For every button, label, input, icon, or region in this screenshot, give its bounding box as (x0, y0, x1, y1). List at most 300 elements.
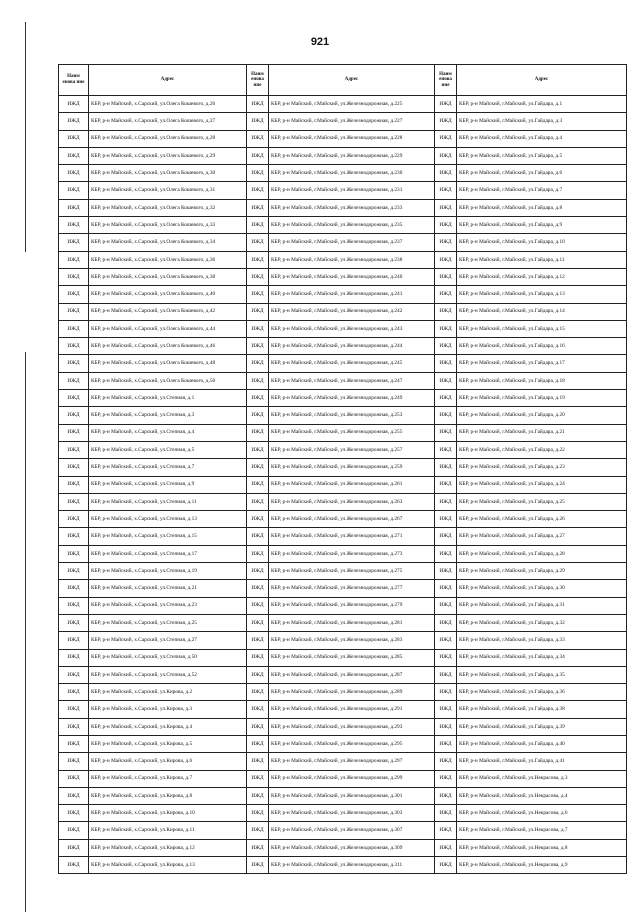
table-row (59, 96, 627, 113)
address-col-3: КБР, р-н Майский, г.Майский, ул.Гайдара, д.9 (457, 217, 627, 234)
kind-col-3: ИЖД (435, 511, 457, 528)
address-col-1: КБР, р-н Майский, х.Сарский, ул.Олега Кошевого, д.26 (89, 96, 247, 113)
address-col-2: КБР, р-н Майский, г.Майский, ул.Железнодорожная, д.241 (269, 286, 435, 303)
address-col-1: КБР, р-н Майский, х.Сарский, ул.Кирова, д.13 (89, 857, 247, 874)
address-col-1: КБР, р-н Майский, х.Сарский, ул.Олега Кошевого, д.48 (89, 355, 247, 372)
kind-col-3: ИЖД (435, 130, 457, 147)
kind-col-3: ИЖД (435, 614, 457, 631)
address-col-3: КБР, р-н Майский, г.Майский, ул.Некрасова, д.4 (457, 787, 627, 804)
kind-col-2: ИЖД (247, 251, 269, 268)
kind-col-1: ИЖД (59, 96, 89, 113)
address-col-3: КБР, р-н Майский, г.Майский, ул.Гайдара, д.7 (457, 182, 627, 199)
kind-col-2: ИЖД (247, 857, 269, 874)
kind-col-2: ИЖД (247, 735, 269, 752)
address-col-1: КБР, р-н Майский, х.Сарский, ул.Олега Кошевого, д.31 (89, 182, 247, 199)
kind-col-1: ИЖД (59, 338, 89, 355)
table-row (59, 735, 627, 752)
kind-col-1: ИЖД (59, 545, 89, 562)
kind-col-2: ИЖД (247, 701, 269, 718)
kind-col-1: ИЖД (59, 528, 89, 545)
table-row (59, 459, 627, 476)
address-col-1: КБР, р-н Майский, х.Сарский, ул.Степная, д.52 (89, 666, 247, 683)
kind-col-2: ИЖД (247, 580, 269, 597)
kind-col-2: ИЖД (247, 563, 269, 580)
address-col-3: КБР, р-н Майский, г.Майский, ул.Гайдара, д.22 (457, 441, 627, 458)
address-col-3: КБР, р-н Майский, г.Майский, ул.Гайдара, д.18 (457, 372, 627, 389)
kind-col-3: ИЖД (435, 234, 457, 251)
kind-col-1: ИЖД (59, 234, 89, 251)
address-col-2: КБР, р-н Майский, г.Майский, ул.Железнодорожная, д.279 (269, 597, 435, 614)
kind-col-1: ИЖД (59, 614, 89, 631)
address-col-2: КБР, р-н Майский, г.Майский, ул.Железнодорожная, д.233 (269, 199, 435, 216)
address-col-2: КБР, р-н Майский, г.Майский, ул.Железнодорожная, д.242 (269, 303, 435, 320)
kind-col-1: ИЖД (59, 182, 89, 199)
table-row (59, 441, 627, 458)
kind-col-2: ИЖД (247, 787, 269, 804)
address-col-1: КБР, р-н Майский, х.Сарский, ул.Кирова, д.12 (89, 839, 247, 856)
kind-col-1: ИЖД (59, 493, 89, 510)
page-number: 921 (310, 36, 330, 48)
address-table (58, 64, 627, 874)
table-row (59, 286, 627, 303)
kind-col-2: ИЖД (247, 355, 269, 372)
kind-col-1: ИЖД (59, 130, 89, 147)
address-col-1: КБР, р-н Майский, х.Сарский, ул.Олега Кошевого, д.34 (89, 234, 247, 251)
address-col-3: КБР, р-н Майский, г.Майский, ул.Гайдара, д.28 (457, 545, 627, 562)
address-col-3: КБР, р-н Майский, г.Майский, ул.Гайдара, д.23 (457, 459, 627, 476)
address-col-3: КБР, р-н Майский, г.Майский, ул.Гайдара, д.29 (457, 563, 627, 580)
kind-col-2: ИЖД (247, 822, 269, 839)
address-col-1: КБР, р-н Майский, х.Сарский, ул.Степная, д.11 (89, 493, 247, 510)
address-col-2: КБР, р-н Майский, г.Майский, ул.Железнодорожная, д.287 (269, 666, 435, 683)
kind-col-1: ИЖД (59, 147, 89, 164)
address-col-3: КБР, р-н Майский, г.Майский, ул.Гайдара, д.39 (457, 718, 627, 735)
kind-col-1: ИЖД (59, 372, 89, 389)
address-col-3: КБР, р-н Майский, г.Майский, ул.Гайдара, д.36 (457, 684, 627, 701)
address-col-2: КБР, р-н Майский, г.Майский, ул.Железнодорожная, д.295 (269, 735, 435, 752)
header-kind-2: Наим енова ние (247, 65, 269, 96)
address-col-3: КБР, р-н Майский, г.Майский, ул.Гайдара, д.25 (457, 493, 627, 510)
kind-col-3: ИЖД (435, 268, 457, 285)
address-col-1: КБР, р-н Майский, х.Сарский, ул.Кирова, д.5 (89, 735, 247, 752)
address-col-1: КБР, р-н Майский, х.Сарский, ул.Кирова, д.10 (89, 805, 247, 822)
address-col-1: КБР, р-н Майский, х.Сарский, ул.Олега Кошевого, д.42 (89, 303, 247, 320)
table-row (59, 597, 627, 614)
address-col-1: КБР, р-н Майский, х.Сарский, ул.Степная, д.1 (89, 390, 247, 407)
header-kind-3: Наим енова ние (435, 65, 457, 96)
address-col-3: КБР, р-н Майский, г.Майский, ул.Гайдара, д.5 (457, 147, 627, 164)
kind-col-1: ИЖД (59, 441, 89, 458)
address-col-2: КБР, р-н Майский, г.Майский, ул.Железнодорожная, д.311 (269, 857, 435, 874)
kind-col-1: ИЖД (59, 355, 89, 372)
kind-col-2: ИЖД (247, 338, 269, 355)
kind-col-2: ИЖД (247, 839, 269, 856)
address-col-2: КБР, р-н Майский, г.Майский, ул.Железнодорожная, д.245 (269, 355, 435, 372)
address-col-2: КБР, р-н Майский, г.Майский, ул.Железнодорожная, д.283 (269, 632, 435, 649)
kind-col-3: ИЖД (435, 718, 457, 735)
table-row (59, 130, 627, 147)
kind-col-2: ИЖД (247, 217, 269, 234)
table-row (59, 113, 627, 130)
kind-col-1: ИЖД (59, 476, 89, 493)
table-row (59, 545, 627, 562)
address-col-1: КБР, р-н Майский, х.Сарский, ул.Степная, д.7 (89, 459, 247, 476)
kind-col-3: ИЖД (435, 407, 457, 424)
kind-col-2: ИЖД (247, 268, 269, 285)
address-col-3: КБР, р-н Майский, г.Майский, ул.Гайдара, д.19 (457, 390, 627, 407)
address-col-2: КБР, р-н Майский, г.Майский, ул.Железнодорожная, д.257 (269, 441, 435, 458)
address-col-2: КБР, р-н Майский, г.Майский, ул.Железнодорожная, д.229 (269, 147, 435, 164)
table-row (59, 563, 627, 580)
kind-col-2: ИЖД (247, 770, 269, 787)
kind-col-3: ИЖД (435, 857, 457, 874)
kind-col-3: ИЖД (435, 632, 457, 649)
table-row (59, 303, 627, 320)
kind-col-2: ИЖД (247, 805, 269, 822)
address-col-1: КБР, р-н Майский, х.Сарский, ул.Степная, д.50 (89, 649, 247, 666)
kind-col-1: ИЖД (59, 597, 89, 614)
kind-col-2: ИЖД (247, 528, 269, 545)
table-row (59, 476, 627, 493)
address-col-3: КБР, р-н Майский, г.Майский, ул.Некрасова, д.6 (457, 805, 627, 822)
address-col-3: КБР, р-н Майский, г.Майский, ул.Гайдара, д.31 (457, 597, 627, 614)
address-col-2: КБР, р-н Майский, г.Майский, ул.Железнодорожная, д.235 (269, 217, 435, 234)
kind-col-3: ИЖД (435, 701, 457, 718)
table-body (59, 96, 627, 874)
kind-col-3: ИЖД (435, 545, 457, 562)
address-col-3: КБР, р-н Майский, г.Майский, ул.Гайдара, д.32 (457, 614, 627, 631)
kind-col-2: ИЖД (247, 511, 269, 528)
kind-col-1: ИЖД (59, 459, 89, 476)
address-col-1: КБР, р-н Майский, х.Сарский, ул.Олега Кошевого, д.28 (89, 130, 247, 147)
kind-col-3: ИЖД (435, 666, 457, 683)
address-col-2: КБР, р-н Майский, г.Майский, ул.Железнодорожная, д.277 (269, 580, 435, 597)
address-col-1: КБР, р-н Майский, х.Сарский, ул.Олега Кошевого, д.40 (89, 286, 247, 303)
kind-col-1: ИЖД (59, 753, 89, 770)
table-row (59, 424, 627, 441)
address-col-2: КБР, р-н Майский, г.Майский, ул.Железнодорожная, д.255 (269, 424, 435, 441)
kind-col-1: ИЖД (59, 390, 89, 407)
kind-col-1: ИЖД (59, 701, 89, 718)
kind-col-1: ИЖД (59, 770, 89, 787)
address-col-1: КБР, р-н Майский, х.Сарский, ул.Кирова, д.2 (89, 684, 247, 701)
kind-col-2: ИЖД (247, 407, 269, 424)
address-col-1: КБР, р-н Майский, х.Сарский, ул.Олега Кошевого, д.27 (89, 113, 247, 130)
kind-col-2: ИЖД (247, 303, 269, 320)
kind-col-1: ИЖД (59, 424, 89, 441)
header-kind-1: Наим енова ние (59, 65, 89, 96)
header-address-2: Адрес (269, 65, 435, 96)
kind-col-1: ИЖД (59, 165, 89, 182)
table-row (59, 753, 627, 770)
table-row (59, 355, 627, 372)
address-col-3: КБР, р-н Майский, г.Майский, ул.Гайдара, д.20 (457, 407, 627, 424)
address-col-1: КБР, р-н Майский, х.Сарский, ул.Кирова, д.8 (89, 787, 247, 804)
address-col-1: КБР, р-н Майский, х.Сарский, ул.Олега Кошевого, д.50 (89, 372, 247, 389)
address-col-2: КБР, р-н Майский, г.Майский, ул.Железнодорожная, д.240 (269, 268, 435, 285)
table-row (59, 632, 627, 649)
address-col-1: КБР, р-н Майский, х.Сарский, ул.Степная, д.9 (89, 476, 247, 493)
address-col-1: КБР, р-н Майский, х.Сарский, ул.Кирова, д.6 (89, 753, 247, 770)
kind-col-3: ИЖД (435, 182, 457, 199)
address-col-1: КБР, р-н Майский, х.Сарский, ул.Степная, д.3 (89, 407, 247, 424)
kind-col-2: ИЖД (247, 234, 269, 251)
kind-col-3: ИЖД (435, 753, 457, 770)
kind-col-2: ИЖД (247, 390, 269, 407)
address-col-1: КБР, р-н Майский, х.Сарский, ул.Олега Кошевого, д.36 (89, 251, 247, 268)
table-row (59, 147, 627, 164)
address-col-3: КБР, р-н Майский, г.Майский, ул.Гайдара, д.1 (457, 96, 627, 113)
address-col-2: КБР, р-н Майский, г.Майский, ул.Железнодорожная, д.261 (269, 476, 435, 493)
kind-col-1: ИЖД (59, 113, 89, 130)
kind-col-1: ИЖД (59, 666, 89, 683)
table-row (59, 407, 627, 424)
address-col-2: КБР, р-н Майский, г.Майский, ул.Железнодорожная, д.247 (269, 372, 435, 389)
address-col-3: КБР, р-н Майский, г.Майский, ул.Гайдара, д.14 (457, 303, 627, 320)
address-col-2: КБР, р-н Майский, г.Майский, ул.Железнодорожная, д.225 (269, 96, 435, 113)
address-col-3: КБР, р-н Майский, г.Майский, ул.Гайдара, д.15 (457, 320, 627, 337)
address-col-3: КБР, р-н Майский, г.Майский, ул.Гайдара, д.8 (457, 199, 627, 216)
table-row (59, 165, 627, 182)
kind-col-3: ИЖД (435, 787, 457, 804)
kind-col-1: ИЖД (59, 320, 89, 337)
kind-col-1: ИЖД (59, 735, 89, 752)
address-col-2: КБР, р-н Майский, г.Майский, ул.Железнодорожная, д.263 (269, 493, 435, 510)
address-col-1: КБР, р-н Майский, х.Сарский, ул.Степная, д.23 (89, 597, 247, 614)
kind-col-3: ИЖД (435, 528, 457, 545)
address-col-3: КБР, р-н Майский, г.Майский, ул.Гайдара, д.21 (457, 424, 627, 441)
address-col-3: КБР, р-н Майский, г.Майский, ул.Гайдара, д.12 (457, 268, 627, 285)
address-col-2: КБР, р-н Майский, г.Майский, ул.Железнодорожная, д.299 (269, 770, 435, 787)
address-col-1: КБР, р-н Майский, х.Сарский, ул.Кирова, д.3 (89, 701, 247, 718)
address-col-1: КБР, р-н Майский, х.Сарский, ул.Кирова, д.11 (89, 822, 247, 839)
kind-col-1: ИЖД (59, 511, 89, 528)
address-col-1: КБР, р-н Майский, х.Сарский, ул.Степная, д.19 (89, 563, 247, 580)
kind-col-2: ИЖД (247, 182, 269, 199)
address-col-2: КБР, р-н Майский, г.Майский, ул.Железнодорожная, д.230 (269, 165, 435, 182)
kind-col-3: ИЖД (435, 493, 457, 510)
table-row (59, 580, 627, 597)
address-col-1: КБР, р-н Майский, х.Сарский, ул.Степная, д.13 (89, 511, 247, 528)
kind-col-2: ИЖД (247, 165, 269, 182)
address-col-1: КБР, р-н Майский, х.Сарский, ул.Степная, д.17 (89, 545, 247, 562)
kind-col-3: ИЖД (435, 459, 457, 476)
kind-col-3: ИЖД (435, 147, 457, 164)
kind-col-2: ИЖД (247, 684, 269, 701)
address-col-1: КБР, р-н Майский, х.Сарский, ул.Олега Кошевого, д.32 (89, 199, 247, 216)
kind-col-1: ИЖД (59, 805, 89, 822)
kind-col-1: ИЖД (59, 649, 89, 666)
table-row (59, 268, 627, 285)
kind-col-3: ИЖД (435, 563, 457, 580)
table-row (59, 787, 627, 804)
kind-col-3: ИЖД (435, 338, 457, 355)
address-col-3: КБР, р-н Майский, г.Майский, ул.Гайдара, д.10 (457, 234, 627, 251)
kind-col-3: ИЖД (435, 217, 457, 234)
scan-margin-line-top (25, 22, 26, 252)
table-row (59, 701, 627, 718)
table-row (59, 234, 627, 251)
kind-col-2: ИЖД (247, 113, 269, 130)
address-col-2: КБР, р-н Майский, г.Майский, ул.Железнодорожная, д.297 (269, 753, 435, 770)
address-col-2: КБР, р-н Майский, г.Майский, ул.Железнодорожная, д.289 (269, 684, 435, 701)
kind-col-3: ИЖД (435, 303, 457, 320)
kind-col-2: ИЖД (247, 147, 269, 164)
address-col-2: КБР, р-н Майский, г.Майский, ул.Железнодорожная, д.301 (269, 787, 435, 804)
address-col-2: КБР, р-н Майский, г.Майский, ул.Железнодорожная, д.227 (269, 113, 435, 130)
address-col-2: КБР, р-н Майский, г.Майский, ул.Железнодорожная, д.259 (269, 459, 435, 476)
address-col-1: КБР, р-н Майский, х.Сарский, ул.Степная, д.15 (89, 528, 247, 545)
address-col-3: КБР, р-н Майский, г.Майский, ул.Гайдара, д.27 (457, 528, 627, 545)
address-col-2: КБР, р-н Майский, г.Майский, ул.Железнодорожная, д.238 (269, 251, 435, 268)
kind-col-3: ИЖД (435, 805, 457, 822)
kind-col-1: ИЖД (59, 718, 89, 735)
table-row (59, 822, 627, 839)
address-col-2: КБР, р-н Майский, г.Майский, ул.Железнодорожная, д.243 (269, 320, 435, 337)
address-col-2: КБР, р-н Майский, г.Майский, ул.Железнодорожная, д.285 (269, 649, 435, 666)
table-row (59, 320, 627, 337)
address-col-3: КБР, р-н Майский, г.Майский, ул.Гайдара, д.6 (457, 165, 627, 182)
kind-col-1: ИЖД (59, 303, 89, 320)
kind-col-2: ИЖД (247, 320, 269, 337)
address-col-3: КБР, р-н Майский, г.Майский, ул.Гайдара, д.34 (457, 649, 627, 666)
kind-col-2: ИЖД (247, 718, 269, 735)
kind-col-1: ИЖД (59, 199, 89, 216)
table-row (59, 666, 627, 683)
scan-margin-line-bottom (25, 352, 26, 912)
address-col-3: КБР, р-н Майский, г.Майский, ул.Гайдара, д.35 (457, 666, 627, 683)
kind-col-3: ИЖД (435, 355, 457, 372)
kind-col-3: ИЖД (435, 597, 457, 614)
address-col-3: КБР, р-н Майский, г.Майский, ул.Некрасова, д.8 (457, 839, 627, 856)
kind-col-3: ИЖД (435, 839, 457, 856)
address-col-3: КБР, р-н Майский, г.Майский, ул.Гайдара, д.26 (457, 511, 627, 528)
kind-col-2: ИЖД (247, 666, 269, 683)
kind-col-2: ИЖД (247, 649, 269, 666)
kind-col-2: ИЖД (247, 753, 269, 770)
kind-col-2: ИЖД (247, 614, 269, 631)
kind-col-3: ИЖД (435, 822, 457, 839)
table-row (59, 649, 627, 666)
address-col-3: КБР, р-н Майский, г.Майский, ул.Гайдара, д.30 (457, 580, 627, 597)
address-col-3: КБР, р-н Майский, г.Майский, ул.Гайдара, д.40 (457, 735, 627, 752)
address-col-3: КБР, р-н Майский, г.Майский, ул.Гайдара, д.13 (457, 286, 627, 303)
kind-col-1: ИЖД (59, 251, 89, 268)
kind-col-3: ИЖД (435, 649, 457, 666)
kind-col-2: ИЖД (247, 632, 269, 649)
table-row (59, 493, 627, 510)
kind-col-3: ИЖД (435, 251, 457, 268)
address-col-2: КБР, р-н Майский, г.Майский, ул.Железнодорожная, д.293 (269, 718, 435, 735)
table-row (59, 251, 627, 268)
kind-col-1: ИЖД (59, 632, 89, 649)
kind-col-3: ИЖД (435, 424, 457, 441)
table-row (59, 718, 627, 735)
address-col-1: КБР, р-н Майский, х.Сарский, ул.Степная, д.4 (89, 424, 247, 441)
table-row (59, 511, 627, 528)
address-col-2: КБР, р-н Майский, г.Майский, ул.Железнодорожная, д.231 (269, 182, 435, 199)
header-address-1: Адрес (89, 65, 247, 96)
kind-col-3: ИЖД (435, 372, 457, 389)
kind-col-2: ИЖД (247, 476, 269, 493)
address-col-2: КБР, р-н Майский, г.Майский, ул.Железнодорожная, д.237 (269, 234, 435, 251)
address-col-3: КБР, р-н Майский, г.Майский, ул.Гайдара, д.11 (457, 251, 627, 268)
kind-col-3: ИЖД (435, 113, 457, 130)
address-col-1: КБР, р-н Майский, х.Сарский, ул.Олега Кошевого, д.38 (89, 268, 247, 285)
kind-col-2: ИЖД (247, 441, 269, 458)
table-row (59, 199, 627, 216)
table-row (59, 528, 627, 545)
kind-col-2: ИЖД (247, 493, 269, 510)
kind-col-1: ИЖД (59, 839, 89, 856)
kind-col-3: ИЖД (435, 441, 457, 458)
address-col-1: КБР, р-н Майский, х.Сарский, ул.Степная, д.21 (89, 580, 247, 597)
address-col-3: КБР, р-н Майский, г.Майский, ул.Некрасова, д.7 (457, 822, 627, 839)
table-row (59, 390, 627, 407)
address-col-3: КБР, р-н Майский, г.Майский, ул.Гайдара, д.33 (457, 632, 627, 649)
table-row (59, 770, 627, 787)
kind-col-1: ИЖД (59, 822, 89, 839)
kind-col-3: ИЖД (435, 320, 457, 337)
kind-col-2: ИЖД (247, 96, 269, 113)
table-row (59, 182, 627, 199)
kind-col-3: ИЖД (435, 96, 457, 113)
kind-col-1: ИЖД (59, 563, 89, 580)
address-col-1: КБР, р-н Майский, х.Сарский, ул.Олега Кошевого, д.44 (89, 320, 247, 337)
address-col-1: КБР, р-н Майский, х.Сарский, ул.Кирова, д.7 (89, 770, 247, 787)
address-col-2: КБР, р-н Майский, г.Майский, ул.Железнодорожная, д.271 (269, 528, 435, 545)
address-col-3: КБР, р-н Майский, г.Майский, ул.Гайдара, д.24 (457, 476, 627, 493)
kind-col-1: ИЖД (59, 407, 89, 424)
table-row (59, 684, 627, 701)
kind-col-2: ИЖД (247, 424, 269, 441)
address-col-2: КБР, р-н Майский, г.Майский, ул.Железнодорожная, д.291 (269, 701, 435, 718)
kind-col-2: ИЖД (247, 459, 269, 476)
address-col-2: КБР, р-н Майский, г.Майский, ул.Железнодорожная, д.303 (269, 805, 435, 822)
address-col-2: КБР, р-н Майский, г.Майский, ул.Железнодорожная, д.307 (269, 822, 435, 839)
kind-col-3: ИЖД (435, 286, 457, 303)
kind-col-3: ИЖД (435, 684, 457, 701)
kind-col-3: ИЖД (435, 199, 457, 216)
table-row (59, 338, 627, 355)
address-col-3: КБР, р-н Майский, г.Майский, ул.Гайдара, д.41 (457, 753, 627, 770)
header-address-3: Адрес (457, 65, 627, 96)
address-col-2: КБР, р-н Майский, г.Майский, ул.Железнодорожная, д.249 (269, 390, 435, 407)
address-col-2: КБР, р-н Майский, г.Майский, ул.Железнодорожная, д.275 (269, 563, 435, 580)
kind-col-1: ИЖД (59, 268, 89, 285)
table-row (59, 372, 627, 389)
table-row (59, 217, 627, 234)
address-col-1: КБР, р-н Майский, х.Сарский, ул.Олега Кошевого, д.33 (89, 217, 247, 234)
kind-col-3: ИЖД (435, 390, 457, 407)
kind-col-2: ИЖД (247, 286, 269, 303)
table-row (59, 805, 627, 822)
kind-col-1: ИЖД (59, 580, 89, 597)
address-col-3: КБР, р-н Майский, г.Майский, ул.Некрасова, д.9 (457, 857, 627, 874)
address-col-1: КБР, р-н Майский, х.Сарский, ул.Олега Кошевого, д.46 (89, 338, 247, 355)
address-col-1: КБР, р-н Майский, х.Сарский, ул.Степная, д.27 (89, 632, 247, 649)
address-col-2: КБР, р-н Майский, г.Майский, ул.Железнодорожная, д.253 (269, 407, 435, 424)
header-row (59, 65, 627, 96)
kind-col-1: ИЖД (59, 286, 89, 303)
address-col-1: КБР, р-н Майский, х.Сарский, ул.Степная, д.25 (89, 614, 247, 631)
kind-col-2: ИЖД (247, 130, 269, 147)
address-col-3: КБР, р-н Майский, г.Майский, ул.Гайдара, д.17 (457, 355, 627, 372)
kind-col-2: ИЖД (247, 372, 269, 389)
kind-col-3: ИЖД (435, 735, 457, 752)
address-col-3: КБР, р-н Майский, г.Майский, ул.Гайдара, д.38 (457, 701, 627, 718)
kind-col-3: ИЖД (435, 580, 457, 597)
